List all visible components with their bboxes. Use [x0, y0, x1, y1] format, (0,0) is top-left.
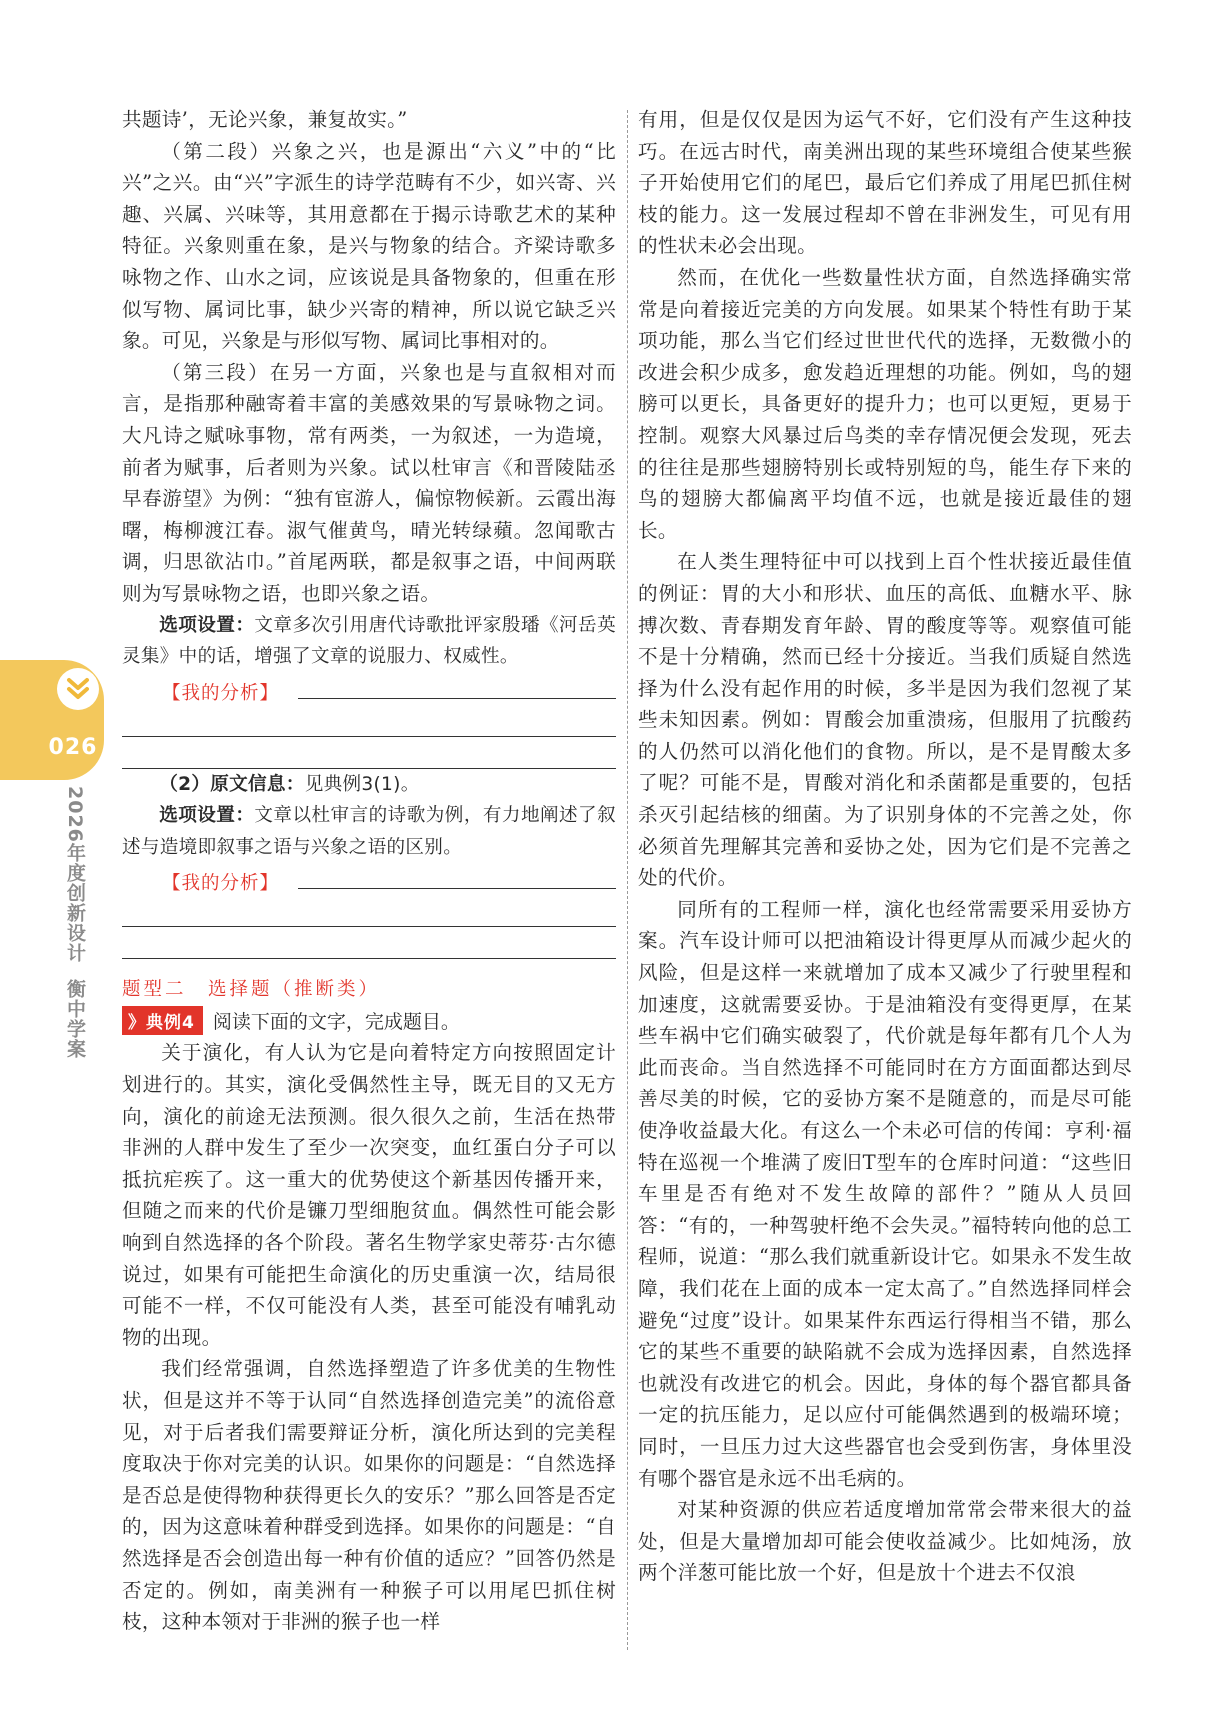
- option-setting-label: 选项设置：: [159, 614, 255, 636]
- paragraph: 然而，在优化一些数量性状方面，自然选择确实常常是向着接近完美的方向发展。如果某个特性有助于某项功能，那么当它们经过世世代代的选择，无数微小的改进会积少成多，愈发趋近理想的功能。例如，鸟的翅膀可以更长，具备更好的提升力；也可以更短，更易于控制。观察大风暴过后鸟类的幸存情况便会发现，死去的往往是那些翅膀特别长或特别短的鸟，能生存下来的鸟的翅膀大都偏离平均值不远，也就是接近最佳的翅长。: [638, 265, 1132, 542]
- my-analysis-label: 【我的分析】: [162, 873, 280, 895]
- double-chevron-down-icon: [57, 668, 99, 710]
- example-header: [122, 1005, 616, 1035]
- option-setting-label: 选项设置：: [159, 805, 255, 827]
- right-column: [638, 104, 1132, 1589]
- option-setting: [122, 610, 616, 673]
- answer-line[interactable]: [298, 887, 616, 889]
- option-setting-text: 文章多次引用唐代诗歌批评家殷璠《河岳英灵集》中的话，增强了文章的说服力、权威性。: [122, 614, 616, 668]
- paragraph: 同所有的工程师一样，演化也经常需要采用妥协方案。汽车设计师可以把油箱设计得更厚从而减少起火的风险，但是这样一来就增加了成本又减少了行驶里程和加速度，这就需要妥协。于是油箱没有变得更厚，在某些车祸中它们确实破裂了，代价就是每年都有几个人为此而丧命。当自然选择不可能同时在方方面面都达到尽善尽美的时候，它的妥协方案不是随意的，而是尽可能使净收益最大化。有这么一个未必可信的传闻：亨利·福特在巡视一个堆满了废旧T型车的仓库时问道：“这些旧车里是否有绝对不发生故障的部件？”随从人员回答：“有的，一种驾驶杆绝不会失灵。”福特转向他的总工程师，说道：“那么我们就重新设计它。如果永不发生故障，我们花在上面的成本一定太高了。”自然选择同样会避免“过度”设计。如果某件东西运行得相当不错，那么它的某些不重要的缺陷就不会成为选择因素，自然选择也就没有改进它的机会。因此，身体的每个器官都具备一定的抗压能力，足以应付可能偶然遇到的极端环境；同时，一旦压力过大这些器官也会受到伤害，身体里没有哪个器官是永远不出毛病的。: [638, 897, 1132, 1490]
- my-analysis-label: 【我的分析】: [162, 682, 280, 704]
- option-setting-text: 文章以杜审言的诗歌为例，有力地阐述了叙述与造境即叙事之语与兴象之语的区别。: [122, 805, 616, 858]
- paragraph: （第二段）兴象之兴，也是源出“六义”中的“比兴”之兴。由“兴”字派生的诗学范畴有不少，如兴寄、兴趣、兴属、兴味等，其用意都在于揭示诗歌艺术的某种特征。兴象则重在象，是兴与物象的结合。齐梁诗歌多咏物之作、山水之词，应该说是具备物象的，但重在形似写物、属词比事，缺少兴寄的精神，所以说它缺乏兴象。可见，兴象是与形似写物、属词比事相对的。: [122, 139, 616, 353]
- left-column: [122, 104, 616, 1638]
- page-number: 026: [48, 735, 98, 760]
- question-type-heading: 题型二 选择题（推断类）: [122, 979, 381, 1001]
- paragraph: 对某种资源的供应若适度增加常常会带来很大的益处，但是大量增加却可能会使收益减少。比如炖汤，放两个洋葱可能比放一个好，但是放十个进去不仅浪: [638, 1498, 1132, 1585]
- paragraph: （第三段）在另一方面，兴象也是与直叙相对而言，是指那种融寄着丰富的美感效果的写景咏物之词。大凡诗之赋咏事物，常有两类，一为叙述，一为造境，前者为赋事，后者则为兴象。试以杜审言《和晋陵陆丞早春游望》为例：“独有宦游人，偏惊物候新。云霞出海曙，梅柳渡江春。淑气催黄鸟，晴光转绿蘋。忽闻歌古调，归思欲沾巾。”首尾两联，都是叙事之语，中间两联则为写景咏物之语，也即兴象之语。: [122, 360, 616, 605]
- answer-line[interactable]: [122, 895, 616, 927]
- answer-line[interactable]: [122, 927, 616, 959]
- source-info: [122, 769, 616, 801]
- my-analysis: [122, 673, 616, 705]
- paragraph: 共题诗’，无论兴象，兼复故实。”: [122, 108, 408, 131]
- book-title: 2026年度创新设计: [64, 786, 86, 963]
- paragraph: 在人类生理特征中可以找到上百个性状接近最佳值的例证：胃的大小和形状、血压的高低、血糖水平、脉搏次数、青春期发育年龄、胃的酸度等等。观察值可能不是十分精确，然而已经十分接近。当我们质疑自然选择为什么没有起作用的时候，多半是因为我们忽视了某些未知因素。例如：胃酸会加重溃疡，但服用了抗酸药的人仍然可以消化他们的食物。所以，是不是胃酸太多了呢？可能不是，胃酸对消化和杀菌都是重要的，包括杀灭引起结核的细菌。为了识别身体的不完善之处，你必须首先理解其完善和妥协之处，因为它们是不完善之处的代价。: [638, 550, 1132, 890]
- answer-line[interactable]: [298, 697, 616, 699]
- my-analysis: [122, 863, 616, 895]
- source-info-label: （2）原文信息：: [159, 773, 305, 795]
- column-divider: [627, 110, 628, 1650]
- answer-line[interactable]: [122, 705, 616, 737]
- paragraph: 有用，但是仅仅是因为运气不好，它们没有产生这种技巧。在远古时代，南美洲出现的某些环境组合使某些猴子开始使用它们的尾巴，最后它们养成了用尾巴抓住树枝的能力。这一发展过程却不曾在非洲发生，可见有用的性状未必会出现。: [638, 108, 1132, 258]
- example-instruction: 阅读下面的文字，完成题目。: [212, 1010, 460, 1033]
- book-title-vertical: [63, 786, 89, 1059]
- option-setting: [122, 800, 616, 863]
- example-tag: 》典例4: [122, 1006, 203, 1035]
- answer-line[interactable]: [122, 737, 616, 769]
- source-info-text: 见典例3(1)。: [304, 773, 420, 795]
- paragraph: 关于演化，有人认为它是向着特定方向按照固定计划进行的。其实，演化受偶然性主导，既无目的又无方向，演化的前途无法预测。很久很久之前，生活在热带非洲的人群中发生了至少一次突变，血红蛋白分子可以抵抗疟疾了。这一重大的优势使这个新基因传播开来，但随之而来的代价是镰刀型细胞贫血。偶然性可能会影响到自然选择的各个阶段。著名生物学家史蒂芬·古尔德说过，如果有可能把生命演化的历史重演一次，结局很可能不一样，不仅可能没有人类，甚至可能没有哺乳动物的出现。: [122, 1041, 616, 1349]
- paragraph: 我们经常强调，自然选择塑造了许多优美的生物性状，但是这并不等于认同“自然选择创造完美”的流俗意见，对于后者我们需要辩证分析，演化所达到的完美程度取决于你对完美的认识。如果你的问题是：“自然选择是否总是使得物种获得更长久的安乐？”那么回答是否定的，因为这意味着种群受到选择。如果你的问题是：“自然选择是否会创造出每一种有价值的适应？”回答仍然是否定的。例如，南美洲有一种猴子可以用尾巴抓住树枝，这种本领对于非洲的猴子也一样: [122, 1357, 616, 1634]
- series-title: 衡中学案: [64, 978, 86, 1059]
